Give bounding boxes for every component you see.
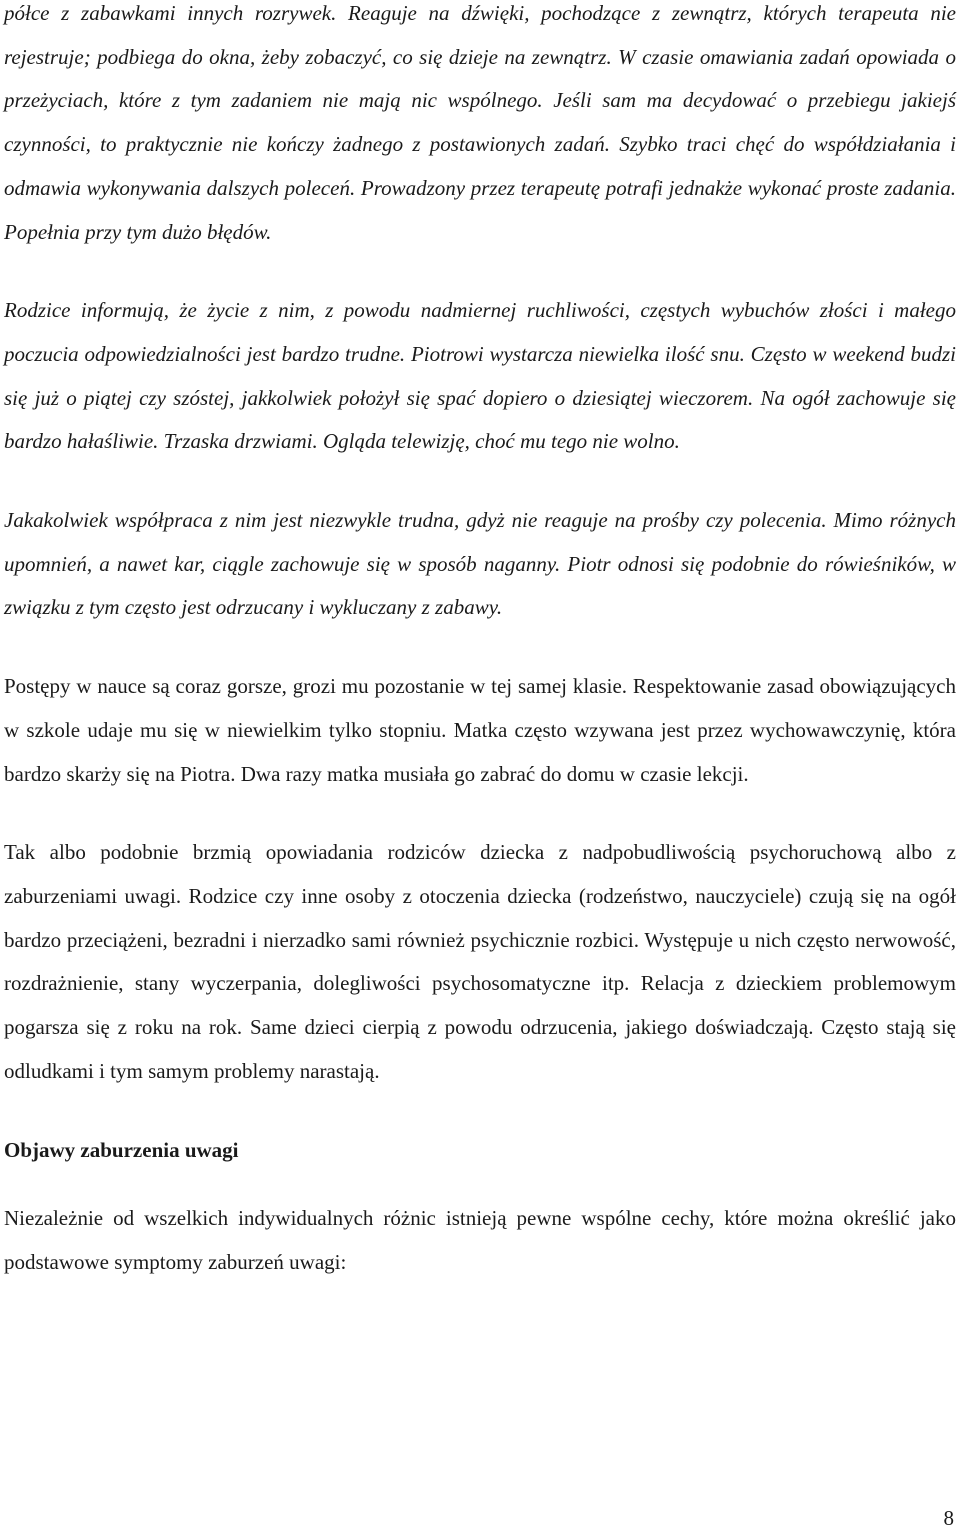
document-page [4,0,956,1285]
paragraph-parents-stories: Tak albo podobnie brzmią opowiadania rodziców dziecka z nadpobudliwością psychoruchową albo z zaburzeniami uwagi. Rodzice czy inne osoby z otoczenia dziecka (rodzeństwo, nauczyciele) czują się na ogół bardzo przeciążeni, bezradni i nierzadko sami również psychicznie rozbici. Występuje u nich często nerwowość, rozdrażnienie, stany wyczerpania, dolegliwości psychosomatyczne itp. Relacja z dzieckiem problemowym pogarsza się z roku na rok. Same dzieci cierpią z powodu odrzucenia, jakiego doświadczają. Często stają się odludkami i tym samym problemy narastają. [4,840,956,1083]
page-number: 8 [943,1506,954,1530]
paragraph-parents-report: Rodzice informują, że życie z nim, z powodu nadmiernej ruchliwości, częstych wybuchów złości i małego poczucia odpowiedzialności jest bardzo trudne. Piotrowi wystarcza niewielka ilość snu. Często w weekend budzi się już o piątej czy szóstej, jakkolwiek położył się spać dopiero o dziesiątej wieczorem. Na ogół zachowuje się bardzo hałaśliwie. Trzaska drzwiami. Ogląda telewizję, choć mu tego nie wolno. [4,298,956,454]
paragraph-school-progress: Postępy w nauce są coraz gorsze, grozi mu pozostanie w tej samej klasie. Respektowanie zasad obowiązujących w szkole udaje mu się w niewielkim tylko stopniu. Matka często wzywana jest przez wychowawczynię, która bardzo skarży się na Piotra. Dwa razy matka musiała go zabrać do domu w czasie lekcji. [4,674,956,786]
paragraph-case-observation: półce z zabawkami innych rozrywek. Reaguje na dźwięki, pochodzące z zewnątrz, których terapeuta nie rejestruje; podbiega do okna, żeby zobaczyć, co się dzieje na zewnątrz. W czasie omawiania zadań opowiada o przeżyciach, które z tym zadaniem nie mają nic wspólnego. Jeśli sam ma decydować o przebiegu jakiejś czynności, to praktycznie nie kończy żadnego z postawionych zadań. Szybko traci chęć do współdziałania i odmawia wykonywania dalszych poleceń. Prowadzony przez terapeutę potrafi jednakże wykonać proste zadania. Popełnia przy tym dużo błędów. [4,1,956,244]
paragraph-cooperation: Jakakolwiek współpraca z nim jest niezwykle trudna, gdyż nie reaguje na prośby czy polecenia. Mimo różnych upomnień, a nawet kar, ciągle zachowuje się w sposób naganny. Piotr odnosi się podobnie do rówieśników, w związku z tym często jest odrzucany i wykluczany z zabawy. [4,508,956,620]
section-heading: Objawy zaburzenia uwagi [4,1138,239,1163]
paragraph-symptoms-intro: Niezależnie od wszelkich indywidualnych różnic istnieją pewne wspólne cechy, które można określić jako podstawowe symptomy zaburzeń uwagi: [4,1206,956,1274]
